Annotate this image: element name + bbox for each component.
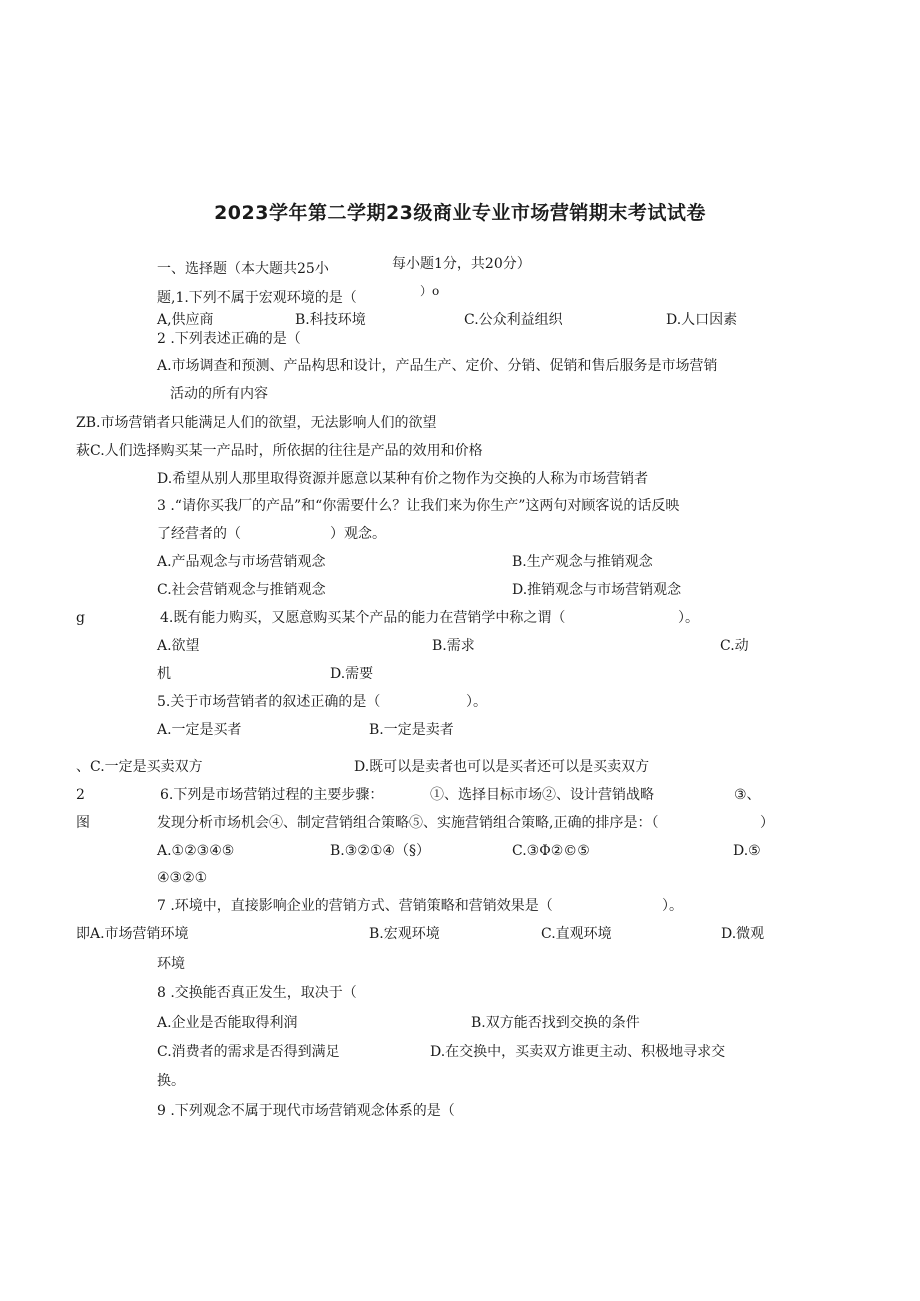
- margin-mark: 图: [76, 815, 90, 831]
- section-heading-score: 每小题1分，共20分）: [392, 256, 531, 272]
- q4-option-c-cont: 机: [157, 666, 171, 682]
- q8-option-c: C.消费者的需求是否得到满足: [157, 1044, 340, 1060]
- question-6-stem-step3: ③、: [734, 787, 761, 803]
- q4-option-d: D.需要: [330, 666, 374, 682]
- question-6-stem-steps: ①、选择目标市场②、设计营销战略: [430, 787, 654, 803]
- q8-option-d-cont: 换。: [157, 1073, 185, 1089]
- q5-option-d: D.既可以是卖者也可以是买者还可以是买卖双方: [354, 759, 650, 775]
- q5-option-a: A.一定是买者: [157, 722, 242, 738]
- q6-option-a: A.①②③④⑤: [157, 843, 235, 859]
- q8-option-b: B.双方能否找到交换的条件: [471, 1015, 640, 1031]
- question-9-stem: 9 .下列观念不属于现代市场营销观念体系的是（: [157, 1103, 455, 1119]
- q3-option-a: A.产品观念与市场营销观念: [157, 554, 326, 570]
- question-3-stem-end: ）观念。: [330, 526, 386, 542]
- q2-option-d: D.希望从别人那里取得资源并愿意以某种有价之物作为交换的人称为市场营销者: [157, 471, 649, 487]
- q2-option-c: 萩C.人们选择购买某一产品时，所依据的往往是产品的效用和价格: [76, 443, 483, 459]
- q6-option-d: D.⑤: [733, 843, 761, 859]
- question-6-stem: 6.下列是市场营销过程的主要步骤：: [160, 787, 384, 803]
- q8-option-d: D.在交换中，买卖双方谁更主动、积极地寻求交: [430, 1044, 726, 1060]
- q4-option-c: C.动: [720, 638, 749, 654]
- q2-option-a: A.市场调查和预测、产品构思和设计，产品生产、定价、分销、促销和售后服务是市场营销: [157, 358, 718, 374]
- question-4-stem: 4.既有能力购买，又愿意购买某个产品的能力在营销学中称之谓（: [160, 610, 566, 626]
- q7-option-d-cont: 环境: [157, 956, 185, 972]
- question-5-stem: 5.关于市场营销者的叙述正确的是（: [157, 694, 381, 710]
- q1-option-d: D.人口因素: [666, 312, 738, 328]
- question-2-stem: 2 .下列表述正确的是（: [157, 331, 301, 347]
- q4-option-a: A.欲望: [157, 638, 200, 654]
- q6-option-d-cont: ④③②①: [157, 870, 208, 886]
- question-3-stem-cont: 了经营者的（: [157, 526, 241, 542]
- q7-option-c: C.直观环境: [541, 926, 612, 942]
- question-7-stem-end: ）。: [662, 898, 683, 914]
- question-8-stem: 8 .交换能否真正发生，取决于（: [157, 985, 357, 1001]
- section-heading: 一、选择题（本大题共25小: [157, 261, 329, 277]
- q1-option-b: B.科技环境: [295, 312, 366, 328]
- question-4-stem-end: ）。: [678, 610, 699, 626]
- q4-option-b: B.需求: [432, 638, 475, 654]
- margin-mark: g: [76, 610, 85, 626]
- question-1-stem: 题,1.下列不属于宏观环境的是（: [157, 290, 357, 306]
- q2-option-b: ZB.市场营销者只能满足人们的欲望，无法影响人们的欲望: [76, 415, 437, 431]
- q5-option-b: B.一定是卖者: [369, 722, 454, 738]
- q7-option-b: B.宏观环境: [369, 926, 440, 942]
- margin-mark: 2: [76, 787, 85, 803]
- q7-option-a: 即A.市场营销环境: [76, 926, 189, 942]
- question-6-stem-cont: 发现分析市场机会④、制定营销组合策略⑤、实施营销组合策略,正确的排序是：（: [157, 815, 659, 831]
- question-6-stem-end: ）: [760, 815, 774, 831]
- question-5-stem-end: ）。: [466, 694, 487, 710]
- question-7-stem: 7 .环境中，直接影响企业的营销方式、营销策略和营销效果是（: [157, 898, 553, 914]
- q3-option-d: D.推销观念与市场营销观念: [512, 582, 682, 598]
- q8-option-a: A.企业是否能取得利润: [157, 1015, 298, 1031]
- page-title: 2023学年第二学期23级商业专业市场营销期末考试试卷: [214, 202, 706, 224]
- q3-option-b: B.生产观念与推销观念: [512, 554, 653, 570]
- question-1-stem-end: ）o: [420, 284, 440, 298]
- q5-option-c: 、C.一定是买卖双方: [76, 759, 203, 775]
- q7-option-d: D.微观: [721, 926, 765, 942]
- q3-option-c: C.社会营销观念与推销观念: [157, 582, 326, 598]
- q1-option-a: A,供应商: [157, 312, 214, 328]
- q6-option-c: C.③Φ②©⑤: [512, 843, 590, 859]
- question-3-stem: 3 .“请你买我厂的产品”和“你需要什么？让我们来为你生产”这两句对顾客说的话反映: [157, 498, 680, 514]
- q1-option-c: C.公众利益组织: [464, 312, 563, 328]
- q2-option-a-cont: 活动的所有内容: [170, 386, 268, 402]
- q6-option-b: B.③②①④（§）: [330, 843, 430, 859]
